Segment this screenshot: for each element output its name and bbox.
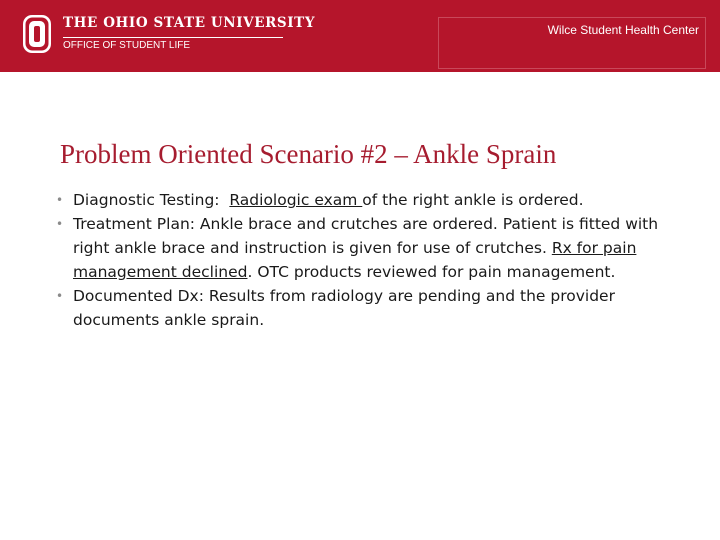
slide-title: Problem Oriented Scenario #2 – Ankle Sprain	[60, 139, 557, 169]
office-name: OFFICE OF STUDENT LIFE	[63, 40, 191, 51]
bullet-item-diagnostic-testing	[56, 188, 666, 212]
header-divider	[63, 37, 283, 38]
bullet-text-continued: . OTC products reviewed for pain management.	[247, 263, 616, 281]
bullet-icon: •	[56, 289, 64, 303]
block-o-logo-icon	[23, 15, 51, 53]
health-center-name: Wilce Student Health Center	[547, 23, 699, 37]
bullet-list	[56, 188, 666, 332]
bullet-gap	[220, 191, 230, 209]
underlined-text: Rx for pain management declined	[73, 239, 637, 281]
bullet-text: Results from radiology are pending and the provider documents ankle sprain.	[73, 287, 615, 329]
bullet-icon: •	[56, 217, 64, 231]
underlined-text: Radiologic exam	[229, 191, 363, 209]
bullet-text: of the right ankle is ordered.	[362, 191, 584, 209]
bullet-icon: •	[56, 193, 64, 207]
university-name: THE OHIO STATE UNIVERSITY	[63, 15, 316, 31]
bullet-text: Ankle brace and crutches are ordered. Patient is fitted with right ankle brace and instruction is given for use of crutches.	[73, 215, 659, 257]
bullet-item-documented-dx	[56, 284, 666, 332]
bullet-item-treatment-plan	[56, 212, 666, 284]
university-header-bar	[0, 0, 720, 72]
bullet-label: Documented Dx:	[73, 287, 204, 305]
bullet-label: Diagnostic Testing:	[73, 191, 220, 209]
bullet-label: Treatment Plan:	[73, 215, 195, 233]
